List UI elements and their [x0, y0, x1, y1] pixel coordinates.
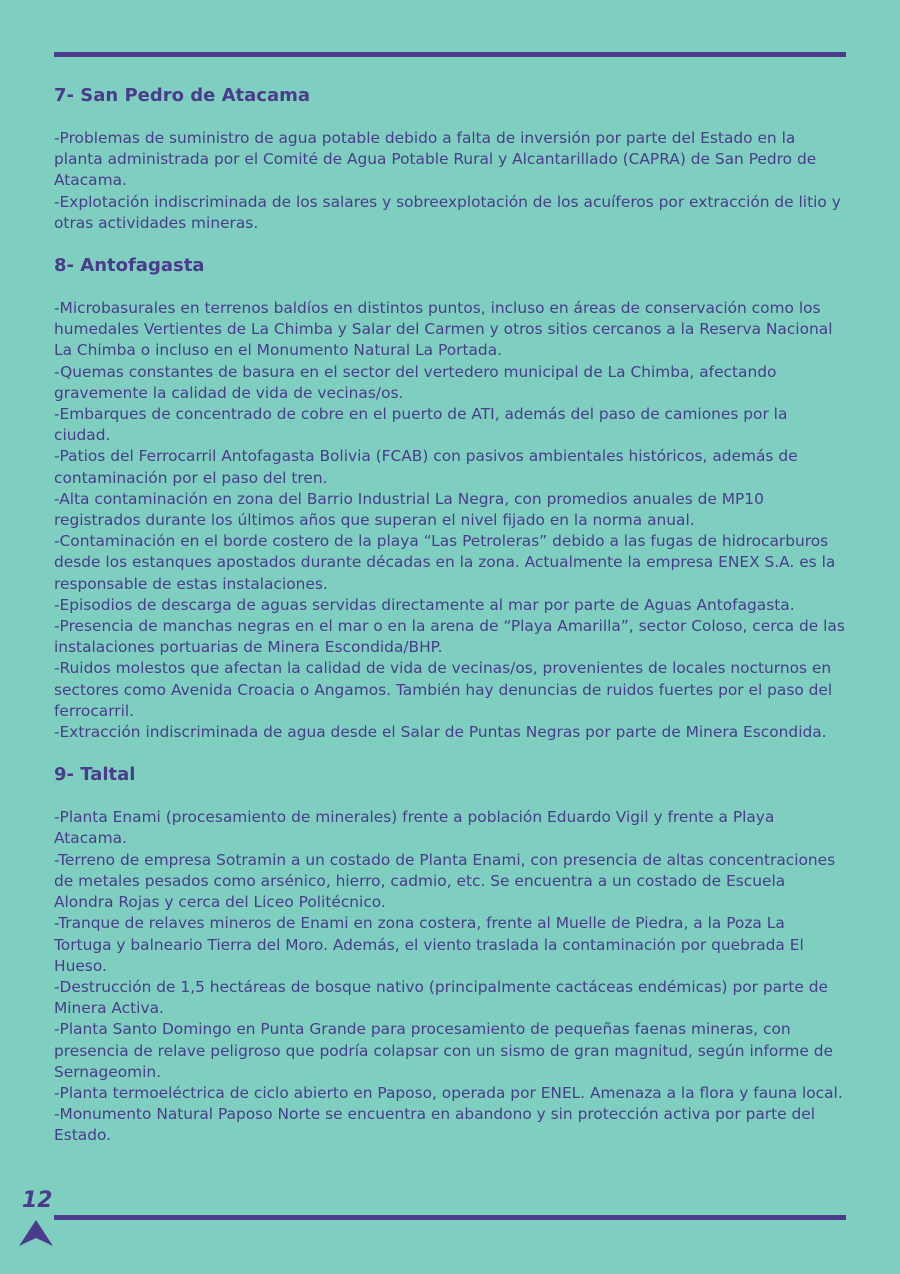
- list-item: -Planta Santo Domingo en Punta Grande para procesamiento de pequeñas faenas mineras, con presencia de relave peligroso que podría colapsar con un sismo de gran magnitud, según informe de Sernageomin.: [54, 1020, 833, 1081]
- list-item: -Contaminación en el borde costero de la playa “Las Petroleras” debido a las fugas de hidrocarburos desde los estanques apostados durante décadas en la zona. Actualmente la empresa ENEX S.A. es la responsable de estas instalaciones.: [54, 532, 836, 593]
- list-item: -Explotación indiscriminada de los salares y sobreexplotación de los acuíferos por extracción de litio y otras actividades mineras.: [54, 192, 841, 232]
- section-body: [54, 298, 846, 743]
- list-item: -Presencia de manchas negras en el mar o en la arena de “Playa Amarilla”, sector Coloso, cerca de las instalaciones portuarias de Minera Escondida/BHP.: [54, 617, 845, 657]
- section-title: 9- Taltal: [54, 764, 136, 786]
- section-antofagasta: [54, 254, 846, 743]
- list-item: -Ruidos molestos que afectan la calidad de vida de vecinas/os, provenientes de locales nocturnos en sectores como Avenida Croacia o Angamos. También hay denuncias de ruidos fuertes por el paso del ferrocarril.: [54, 659, 833, 720]
- page-number: 12: [22, 1188, 53, 1213]
- list-item: -Monumento Natural Paposo Norte se encuentra en abandono y sin protección activa por parte del Estado.: [54, 1105, 816, 1145]
- list-item: -Alta contaminación en zona del Barrio Industrial La Negra, con promedios anuales de MP10 registrados durante los últimos años que superan el nivel fijado en la norma anual.: [54, 489, 764, 530]
- list-item: -Planta Enami (procesamiento de minerales) frente a población Eduardo Vigil y frente a Playa Atacama.: [54, 808, 775, 848]
- section-title: 7- San Pedro de Atacama: [54, 85, 311, 106]
- page-content: [54, 84, 846, 1167]
- list-item: -Terreno de empresa Sotramin a un costado de Planta Enami, con presencia de altas concentraciones de metales pesados como arsénico, hierro, cadmio, etc. Se encuentra a un costado de Escuela Alondra Rojas y cerca del Liceo Politécnico.: [54, 850, 836, 912]
- section-taltal: [54, 763, 846, 1146]
- section-san-pedro-de-atacama: [54, 84, 846, 234]
- list-item: -Planta termoeléctrica de ciclo abierto en Paposo, operada por ENEL. Amenaza a la flora y fauna local.: [54, 1083, 843, 1102]
- section-body: [54, 807, 846, 1146]
- list-item: -Microbasurales en terrenos baldíos en distintos puntos, incluso en áreas de conservación como los humedales Vertientes de La Chimba y Salar del Carmen y otros sitios cercanos a la Reserva Nacional La Chimba o incluso en el Monumento Natural La Portada.: [54, 299, 833, 360]
- list-item: -Embarques de concentrado de cobre en el puerto de ATI, además del paso de camiones por la ciudad.: [54, 405, 788, 445]
- list-item: -Patios del Ferrocarril Antofagasta Bolivia (FCAB) con pasivos ambientales históricos, además de contaminación por el paso del tren.: [54, 447, 798, 487]
- section-title: 8- Antofagasta: [54, 255, 205, 277]
- list-item: -Problemas de suministro de agua potable debido a falta de inversión por parte del Estado en la planta administrada por el Comité de Agua Potable Rural y Alcantarillado (CAPRA) de San Pedro de Atacama.: [54, 129, 817, 190]
- top-divider: [54, 52, 846, 57]
- list-item: -Quemas constantes de basura en el sector del vertedero municipal de La Chimba, afectando gravemente la calidad de vida de vecinas/os.: [54, 362, 777, 402]
- section-body: [54, 128, 846, 234]
- bottom-divider: [54, 1215, 846, 1220]
- list-item: -Destrucción de 1,5 hectáreas de bosque nativo (principalmente cactáceas endémicas) por parte de Minera Activa.: [54, 977, 829, 1018]
- arrow-up-icon: [17, 1218, 55, 1248]
- list-item: -Tranque de relaves mineros de Enami en zona costera, frente al Muelle de Piedra, a la Poza La Tortuga y balneario Tierra del Moro. Además, el viento traslada la contaminación por quebrada El Hueso.: [54, 914, 804, 975]
- list-item: -Episodios de descarga de aguas servidas directamente al mar por parte de Aguas Antofagasta.: [54, 595, 795, 614]
- list-item: -Extracción indiscriminada de agua desde el Salar de Puntas Negras por parte de Minera Escondida.: [54, 723, 827, 742]
